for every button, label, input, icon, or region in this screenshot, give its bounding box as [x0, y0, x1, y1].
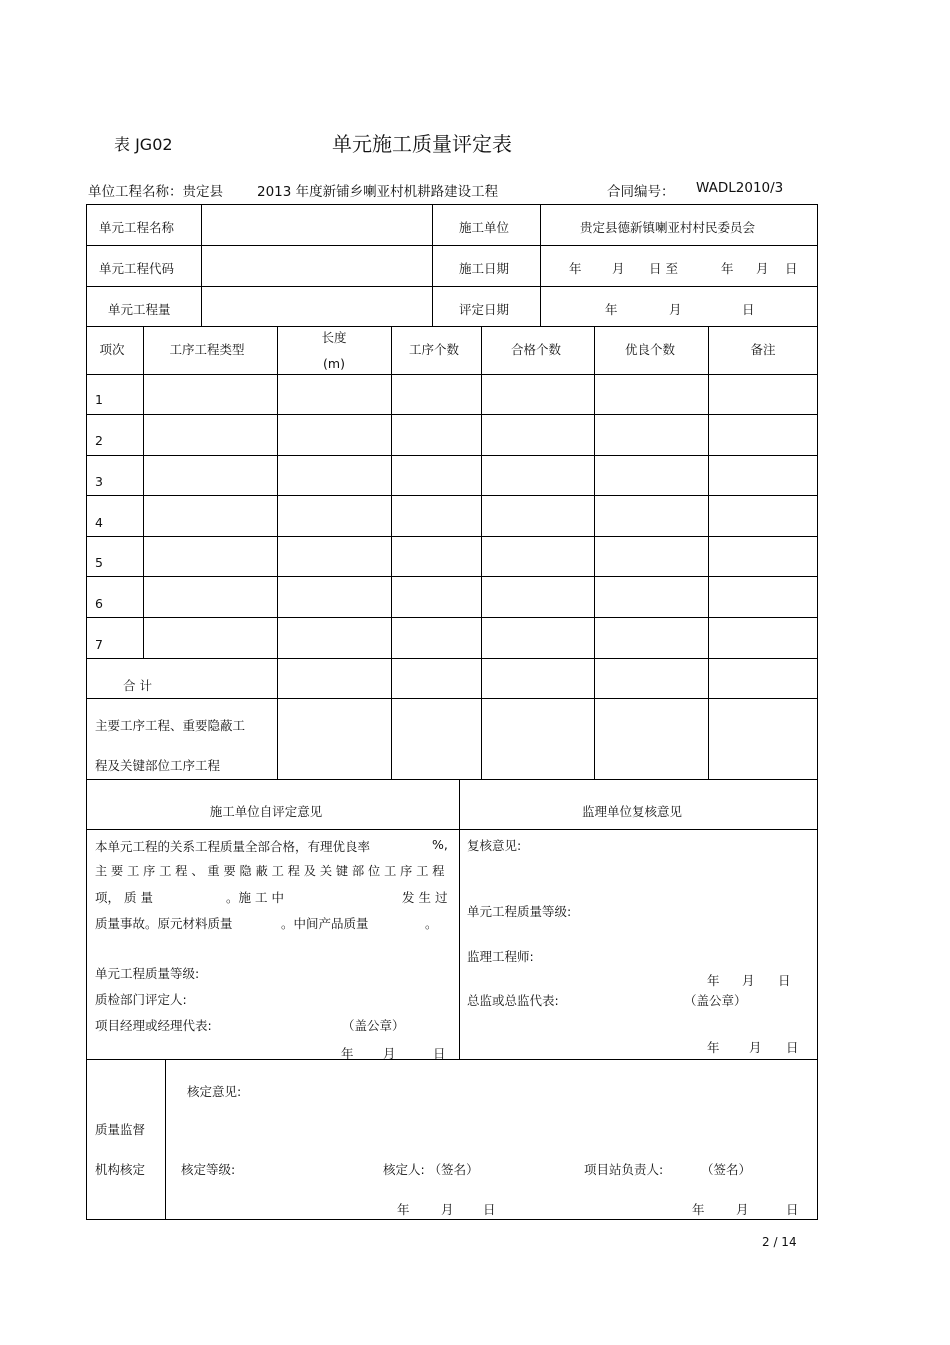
quality-opinion: 核定意见:: [187, 1084, 242, 1099]
self-eval-grade: 单元工程质量等级:: [95, 966, 200, 981]
quality-label-2: 机构核定: [95, 1162, 146, 1177]
table-row-number: 5: [95, 555, 103, 570]
table-row-number: 4: [95, 515, 103, 530]
table-row-number: 6: [95, 596, 103, 611]
project-label: 单位工程名称：贵定县: [88, 184, 223, 200]
quality-label: 质量监督: [95, 1122, 146, 1137]
self-eval-seal: （盖公章）: [342, 1018, 405, 1033]
table-row-number: 2: [95, 433, 103, 448]
supervisor-grade: 单元工程质量等级:: [467, 904, 572, 919]
table-row-number: 3: [95, 474, 103, 489]
unit-qty-label: 单元工程量: [108, 302, 171, 317]
supervisor-chief: 总监或总监代表:: [467, 993, 559, 1008]
supervisor-seal: （盖公章）: [684, 993, 747, 1008]
table-row-number: 1: [95, 392, 103, 407]
form-code: 表 JG02: [114, 135, 173, 154]
key-process-label-2: 程及关键部位工序工程: [95, 758, 221, 773]
project-name: 2013 年度新铺乡喇亚村机耕路建设工程: [257, 184, 499, 200]
col-header-remarks: 备注: [750, 342, 776, 357]
eval-date-label: 评定日期: [459, 302, 510, 317]
supervisor-title: 监理单位复核意见: [581, 804, 683, 819]
quality-station-head: 项目站负责人:: [584, 1162, 664, 1177]
col-header-length-unit: (m): [323, 356, 345, 371]
self-eval-manager: 项目经理或经理代表:: [95, 1018, 212, 1033]
key-process-label: 主要工序工程、重要隐蔽工: [95, 718, 246, 733]
quality-grade: 核定等级:: [181, 1162, 236, 1177]
unit-code-label: 单元工程代码: [99, 261, 175, 276]
page-number: 2 / 14: [762, 1235, 797, 1249]
self-eval-inspector: 质检部门评定人:: [95, 992, 187, 1007]
quality-checker: 核定人: （签名）: [383, 1162, 479, 1177]
total-label: 合 计: [123, 678, 152, 693]
page-title: 单元施工质量评定表: [332, 132, 512, 156]
self-eval-title: 施工单位自评定意见: [209, 804, 323, 819]
col-header-process-count: 工序个数: [408, 342, 460, 357]
col-header-process-type: 工序工程类型: [169, 342, 245, 357]
unit-name-label: 单元工程名称: [99, 220, 175, 235]
build-date-label: 施工日期: [459, 261, 510, 276]
contract-label: 合同编号：: [607, 184, 675, 200]
supervisor-engineer: 监理工程师:: [467, 949, 534, 964]
col-header-qualified-count: 合格个数: [510, 342, 562, 357]
col-header-excellent-count: 优良个数: [624, 342, 676, 357]
supervisor-review: 复核意见:: [467, 838, 522, 853]
quality-sign: （签名）: [701, 1162, 752, 1177]
table-row-number: 7: [95, 637, 103, 652]
contractor-label: 施工单位: [459, 220, 510, 235]
col-header-length: 长度: [321, 330, 347, 345]
contract-number: WADL2010/3: [696, 180, 784, 196]
contractor-value: 贵定县德新镇喇亚村村民委员会: [580, 220, 756, 235]
col-header-item-no: 项次: [99, 342, 125, 357]
